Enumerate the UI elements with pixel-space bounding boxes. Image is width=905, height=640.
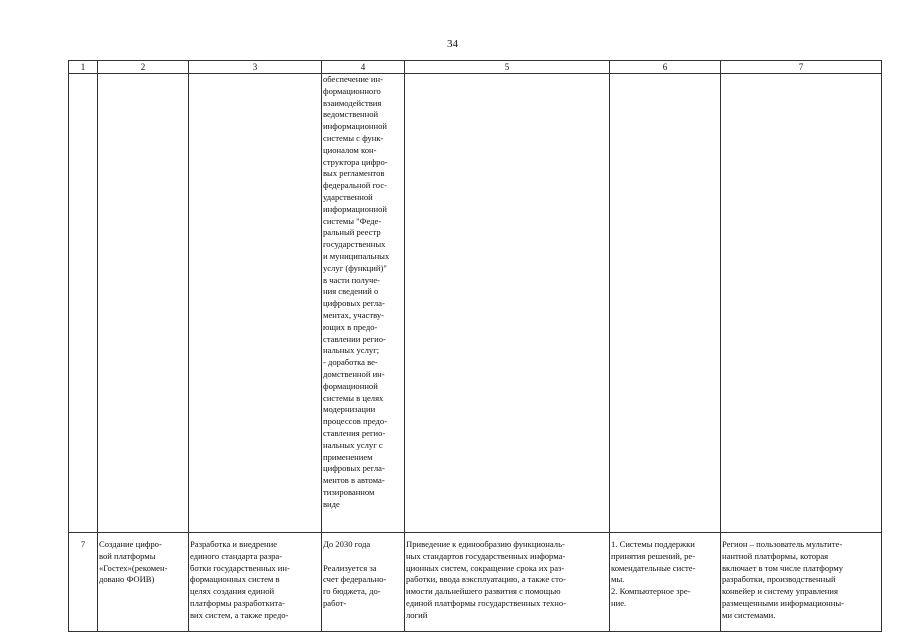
text-line: ставлении регио- <box>323 333 386 344</box>
text-line: взаимодействия <box>323 97 382 108</box>
text-line: ционных систем, сокращение срока их раз- <box>406 562 565 573</box>
header-row <box>69 61 882 74</box>
header-cell: 1 <box>69 61 98 74</box>
text-line: ральный реестр <box>323 227 381 238</box>
text-line: го бюджета, до- <box>323 586 381 597</box>
text-line: в части получе- <box>323 274 381 285</box>
text-line: 2. Компьютерное зре- <box>611 586 691 597</box>
text-line: работ- <box>323 597 347 608</box>
text-line: Создание цифро- <box>99 539 162 549</box>
text-line: системы с функ- <box>323 132 384 143</box>
measure-description-cell <box>189 533 322 632</box>
text-line: конвейер и систему управления <box>722 586 838 597</box>
text-line: ние. <box>611 597 627 608</box>
text-line: нальных услуг; <box>323 345 380 356</box>
text-line: формационных систем в <box>190 574 280 585</box>
text-line: ми системами. <box>722 609 776 620</box>
text-line: услуг (функций)" <box>323 262 387 273</box>
expected-result <box>406 539 608 622</box>
text-line: логий <box>406 609 428 620</box>
table-cell <box>189 74 322 533</box>
header-cell: 4 <box>322 61 405 74</box>
text-line: «Гостех»(рекомен- <box>99 562 168 573</box>
text-line: федеральной гос- <box>323 180 387 191</box>
text-line: единой платформы государственных техно- <box>406 597 567 608</box>
text-line: целях создания единой <box>190 586 275 597</box>
text-line: нальных услуг с <box>323 439 383 450</box>
table-cell <box>69 74 98 533</box>
text-line: ботки государственных ин- <box>190 562 290 573</box>
page-number: 34 <box>447 38 458 50</box>
text-line: 1. Системы поддержки <box>611 539 695 549</box>
text-line: Приведение к единообразию функциональ- <box>406 539 565 549</box>
text-line: ставления регио- <box>323 427 386 438</box>
table-cell <box>721 74 882 533</box>
text-line: работки, ввода вэксплуатацию, а также сто- <box>406 574 566 585</box>
text-line: имости дальнейшего развития с помощью <box>406 586 561 597</box>
text-line: Разработка и внедрение <box>190 539 278 549</box>
region-role <box>722 539 880 622</box>
text-line: ных стандартов государственных информа- <box>406 550 566 561</box>
technologies-list-1 <box>611 539 719 586</box>
text-line: принятия решений, ре- <box>611 550 696 561</box>
text-line: платформы разработкита- <box>190 597 285 608</box>
row-number: 7 <box>69 533 98 632</box>
text-line: ментах, участву- <box>323 309 385 320</box>
text-line: вой платформы <box>99 550 156 561</box>
text-line: разработки, производственный <box>722 574 836 585</box>
spacer <box>323 551 403 563</box>
measure-description <box>190 539 320 622</box>
text-line: довано ФОИВ) <box>99 574 155 585</box>
text-line: комендательные систе- <box>611 562 696 573</box>
text-line: нантной платформы, которая <box>722 550 829 561</box>
timeline: До 2030 года <box>323 539 371 549</box>
funding <box>323 563 403 610</box>
text-line: счет федерально- <box>323 574 387 585</box>
timeline-cell <box>322 533 405 632</box>
text-line: и муниципальных <box>323 250 390 261</box>
text-line: ционалом кон- <box>323 144 377 155</box>
text-line: ющих в предо- <box>323 321 378 332</box>
text-line: информационной <box>323 203 388 214</box>
text-line: Реализуется за <box>323 562 377 573</box>
text-line: цифровых регла- <box>323 463 385 474</box>
text-line: применением <box>323 451 373 462</box>
measures-table <box>68 60 882 632</box>
text-line: домственной ин- <box>323 368 385 379</box>
text-line: - доработка ве- <box>323 357 378 368</box>
text-line: модернизации <box>323 404 376 415</box>
header-cell: 3 <box>189 61 322 74</box>
text-line: обеспечение ин- <box>323 74 383 84</box>
header-cell: 5 <box>405 61 610 74</box>
header-cell: 6 <box>610 61 721 74</box>
text-line: системы "Феде- <box>323 215 382 226</box>
text-line: ударственной <box>323 191 373 202</box>
text-line: виде <box>323 498 340 509</box>
text-line: мы. <box>611 574 625 585</box>
text-line: размещенными информационны- <box>722 597 844 608</box>
technologies-list-2 <box>611 586 719 610</box>
col4-text <box>323 74 403 510</box>
expected-result-cell <box>405 533 610 632</box>
table-cell <box>610 74 721 533</box>
text-line: тизированном <box>323 486 375 497</box>
header-cell: 7 <box>721 61 882 74</box>
table-cell-col4 <box>322 74 405 533</box>
text-line: включает в том числе платформу <box>722 562 844 573</box>
measure-name-cell <box>98 533 189 632</box>
table-cell <box>405 74 610 533</box>
table-cell <box>98 74 189 533</box>
text-line: единого стандарта разра- <box>190 550 283 561</box>
text-line: цифровых регла- <box>323 298 385 309</box>
text-line: формационной <box>323 380 378 391</box>
text-line: информационной <box>323 121 388 132</box>
table-row-continued <box>69 74 882 533</box>
text-line: Регион – пользователь мультите- <box>722 539 843 549</box>
text-line: государственных <box>323 239 386 250</box>
region-role-cell <box>721 533 882 632</box>
text-line: системы в целях <box>323 392 384 403</box>
measure-name <box>99 539 187 586</box>
header-cell: 2 <box>98 61 189 74</box>
technologies-cell <box>610 533 721 632</box>
text-line: процессов предо- <box>323 416 388 427</box>
text-line: ментов в автома- <box>323 475 385 486</box>
text-line: вых регламентов <box>323 168 385 179</box>
text-line: структора цифро- <box>323 156 388 167</box>
text-line: ния сведений о <box>323 286 379 297</box>
text-line: формационного <box>323 85 381 96</box>
table-row-7 <box>69 533 882 632</box>
text-line: ведомственной <box>323 109 379 120</box>
text-line: вих систем, а также предо- <box>190 609 289 620</box>
